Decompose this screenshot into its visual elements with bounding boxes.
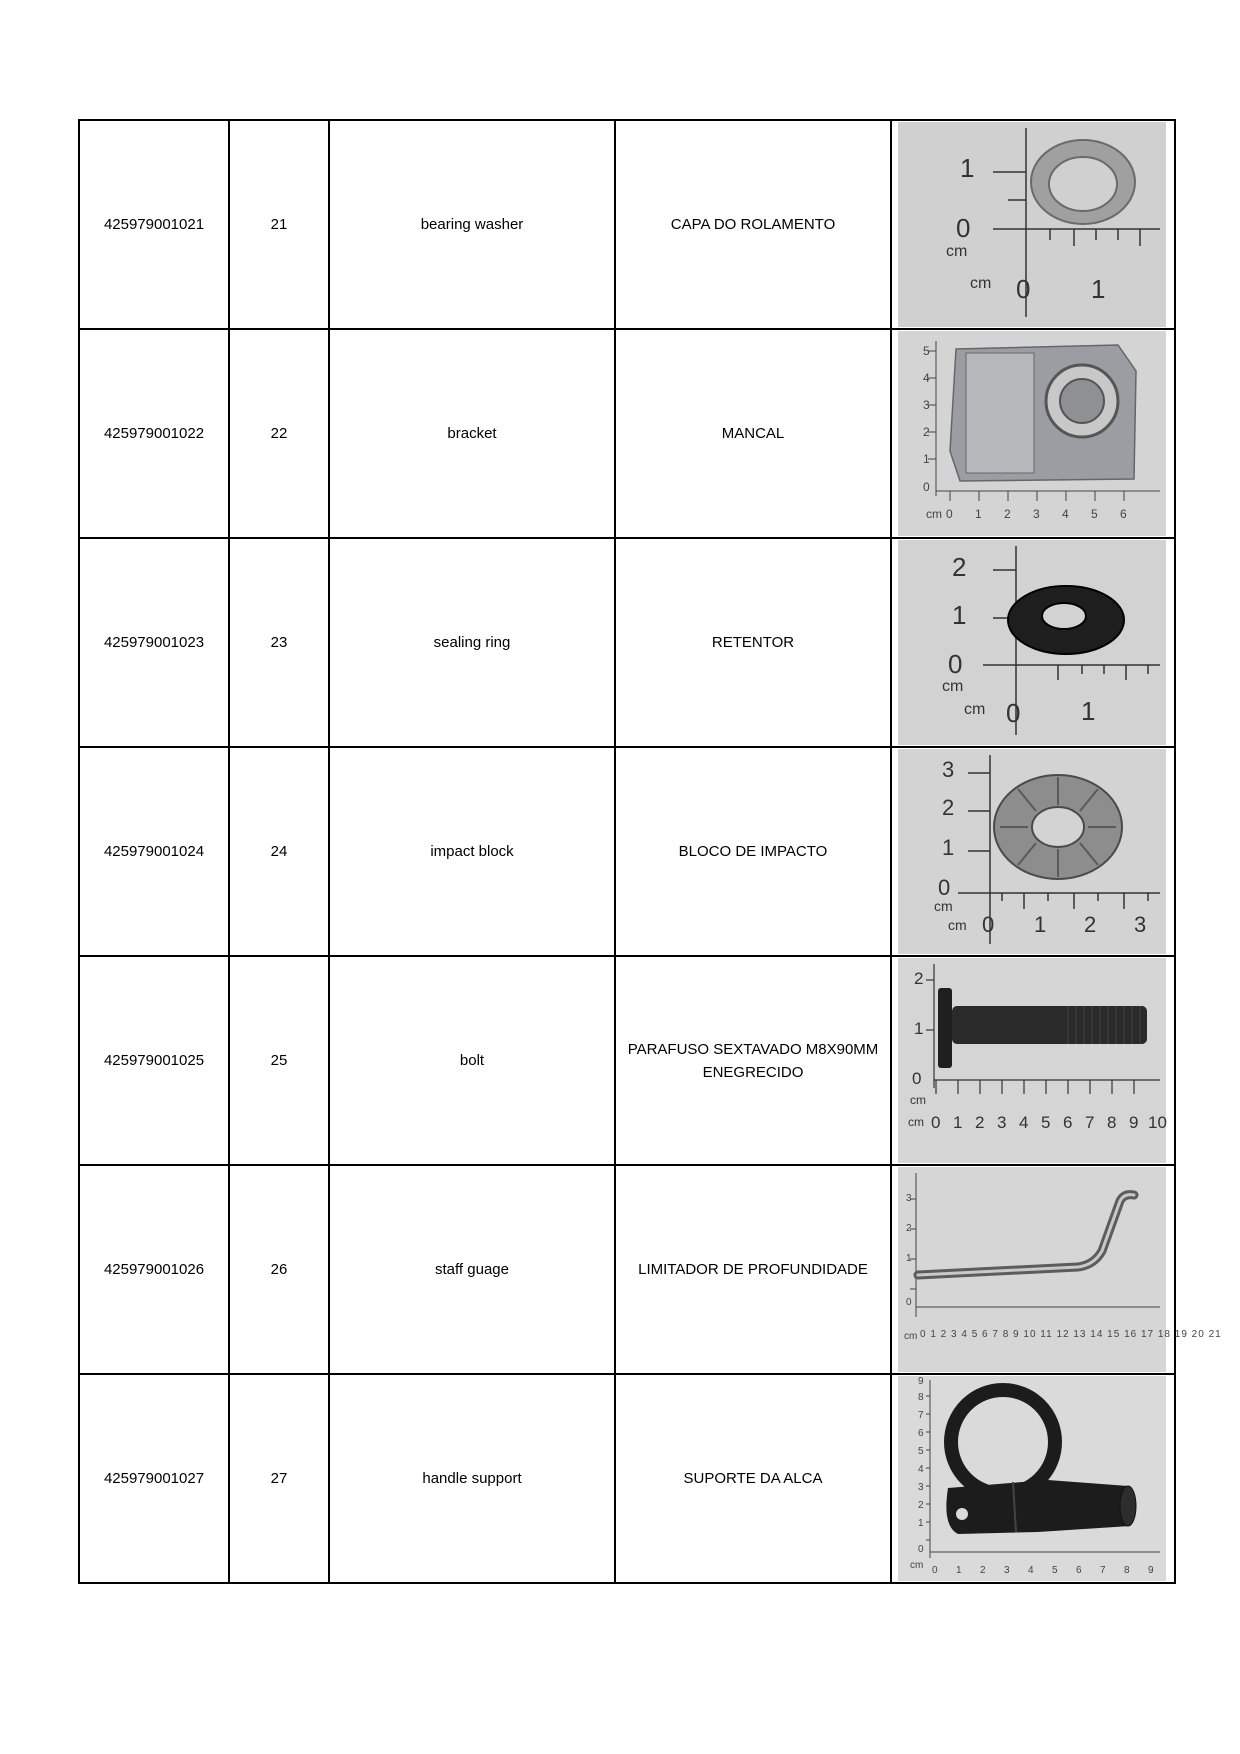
svg-text:1: 1 [952,600,967,630]
svg-text:1: 1 [975,507,982,521]
svg-text:8: 8 [1124,1565,1130,1576]
svg-text:4: 4 [923,371,930,385]
svg-text:3: 3 [1134,912,1147,937]
svg-text:3: 3 [997,1113,1007,1132]
svg-text:6: 6 [1120,507,1127,521]
position-number: 25 [229,956,329,1165]
parts-table [78,119,1222,1584]
part-code: 425979001023 [79,538,229,747]
svg-text:0: 0 [1016,274,1031,304]
position-number: 22 [229,329,329,538]
svg-text:2: 2 [1004,507,1011,521]
part-name-en: sealing ring [329,538,615,747]
svg-text:1: 1 [956,1565,962,1576]
part-photo-cell [891,120,1175,329]
svg-text:cm: cm [926,507,942,521]
part-code: 425979001027 [79,1374,229,1583]
staff-gauge-photo [898,1167,1222,1372]
position-number: 26 [229,1165,329,1374]
part-name-pt: RETENTOR [615,538,891,747]
svg-text:cm: cm [946,243,968,260]
part-photo-cell [891,329,1175,538]
svg-text:2: 2 [942,795,955,820]
svg-text:3: 3 [918,1482,924,1493]
part-code: 425979001021 [79,120,229,329]
part-code: 425979001025 [79,956,229,1165]
table-row [79,329,1175,538]
part-photo-cell [891,1165,1222,1374]
table-row [79,538,1175,747]
svg-text:cm: cm [910,1093,926,1107]
svg-text:1: 1 [923,452,930,466]
svg-text:1: 1 [914,1019,924,1038]
part-name-pt: SUPORTE DA ALCA [615,1374,891,1583]
position-number: 23 [229,538,329,747]
svg-text:3: 3 [906,1193,912,1204]
svg-text:3: 3 [942,757,955,782]
svg-text:2: 2 [975,1113,985,1132]
part-photo-cell [891,747,1175,956]
svg-text:0: 0 [938,875,951,900]
part-name-pt: LIMITADOR DE PROFUNDIDADE [615,1165,891,1374]
table-row [79,956,1175,1165]
bracket-photo [898,331,1166,536]
position-number: 27 [229,1374,329,1583]
svg-text:2: 2 [1084,912,1097,937]
parts-list-page [78,119,1222,1584]
svg-text:cm: cm [908,1115,924,1129]
svg-text:1: 1 [1091,274,1106,304]
part-name-pt: CAPA DO ROLAMENTO [615,120,891,329]
svg-text:cm: cm [934,898,953,914]
part-code: 425979001022 [79,329,229,538]
svg-text:1: 1 [1081,696,1096,726]
svg-text:9: 9 [1129,1113,1139,1132]
handle-support-photo [898,1376,1166,1581]
svg-text:2: 2 [906,1223,912,1234]
position-number: 24 [229,747,329,956]
impact-block-photo [898,749,1166,954]
svg-text:2: 2 [918,1500,924,1511]
svg-text:0: 0 [956,213,971,243]
table-row [79,1165,1175,1374]
svg-text:0: 0 [923,480,930,494]
svg-text:0: 0 [931,1113,941,1132]
svg-text:1: 1 [942,835,955,860]
svg-text:9: 9 [1148,1565,1154,1576]
svg-text:0: 0 [918,1544,924,1555]
svg-text:cm: cm [948,917,967,933]
svg-text:cm: cm [904,1331,918,1342]
svg-text:9: 9 [918,1376,924,1387]
svg-text:2: 2 [914,969,924,988]
part-name-pt: MANCAL [615,329,891,538]
svg-text:3: 3 [923,398,930,412]
part-name-en: bracket [329,329,615,538]
svg-text:6: 6 [918,1428,924,1439]
svg-text:4: 4 [1062,507,1069,521]
svg-text:7: 7 [1100,1565,1106,1576]
part-name-en: bolt [329,956,615,1165]
table-row [79,747,1175,956]
part-photo-cell [891,1374,1175,1583]
part-code: 425979001026 [79,1165,229,1374]
svg-text:1: 1 [918,1518,924,1529]
svg-text:1: 1 [1034,912,1047,937]
svg-text:2: 2 [980,1565,986,1576]
svg-text:5: 5 [1052,1565,1058,1576]
part-name-pt: PARAFUSO SEXTAVADO M8X90MM ENEGRECIDO [615,956,891,1165]
svg-text:0: 0 [982,912,995,937]
svg-text:5: 5 [1091,507,1098,521]
svg-text:7: 7 [1085,1113,1095,1132]
part-photo-cell [891,956,1175,1165]
svg-text:0: 0 [912,1069,922,1088]
svg-text:1: 1 [960,153,975,183]
svg-text:0 1 2 3 4 5 6 7 8 9 10 11 12 1: 0 1 2 3 4 5 6 7 8 9 10 11 12 13 14 15 16 17 18 19 20 21 [920,1329,1222,1340]
part-photo-cell [891,538,1175,747]
svg-text:4: 4 [1028,1565,1034,1576]
washer-photo [898,122,1166,327]
bolt-photo [898,958,1166,1163]
svg-text:0: 0 [946,507,953,521]
svg-text:5: 5 [1041,1113,1051,1132]
position-number: 21 [229,120,329,329]
part-code: 425979001024 [79,747,229,956]
svg-text:1: 1 [953,1113,963,1132]
svg-text:cm: cm [910,1560,924,1571]
svg-text:6: 6 [1063,1113,1073,1132]
svg-text:7: 7 [918,1410,924,1421]
svg-text:1: 1 [906,1253,912,1264]
part-name-en: staff guage [329,1165,615,1374]
svg-text:8: 8 [1107,1113,1117,1132]
svg-text:0: 0 [932,1565,938,1576]
svg-text:6: 6 [1076,1565,1082,1576]
part-name-en: bearing washer [329,120,615,329]
svg-text:3: 3 [1004,1565,1010,1576]
svg-text:0: 0 [1006,698,1021,728]
svg-text:4: 4 [918,1464,924,1475]
svg-text:4: 4 [1019,1113,1029,1132]
svg-text:5: 5 [918,1446,924,1457]
part-name-en: impact block [329,747,615,956]
part-name-en: handle support [329,1374,615,1583]
svg-text:5: 5 [923,344,930,358]
svg-text:cm: cm [942,678,964,695]
svg-text:0: 0 [906,1297,912,1308]
svg-text:3: 3 [1033,507,1040,521]
table-row [79,1374,1175,1583]
table-row [79,120,1175,329]
svg-text:0: 0 [948,649,963,679]
part-name-pt: BLOCO DE IMPACTO [615,747,891,956]
sealing-ring-photo [898,540,1166,745]
svg-text:10: 10 [1148,1113,1167,1132]
svg-text:2: 2 [923,425,930,439]
svg-text:2: 2 [952,552,967,582]
svg-text:8: 8 [918,1392,924,1403]
svg-text:cm: cm [970,275,992,292]
svg-text:cm: cm [964,701,986,718]
